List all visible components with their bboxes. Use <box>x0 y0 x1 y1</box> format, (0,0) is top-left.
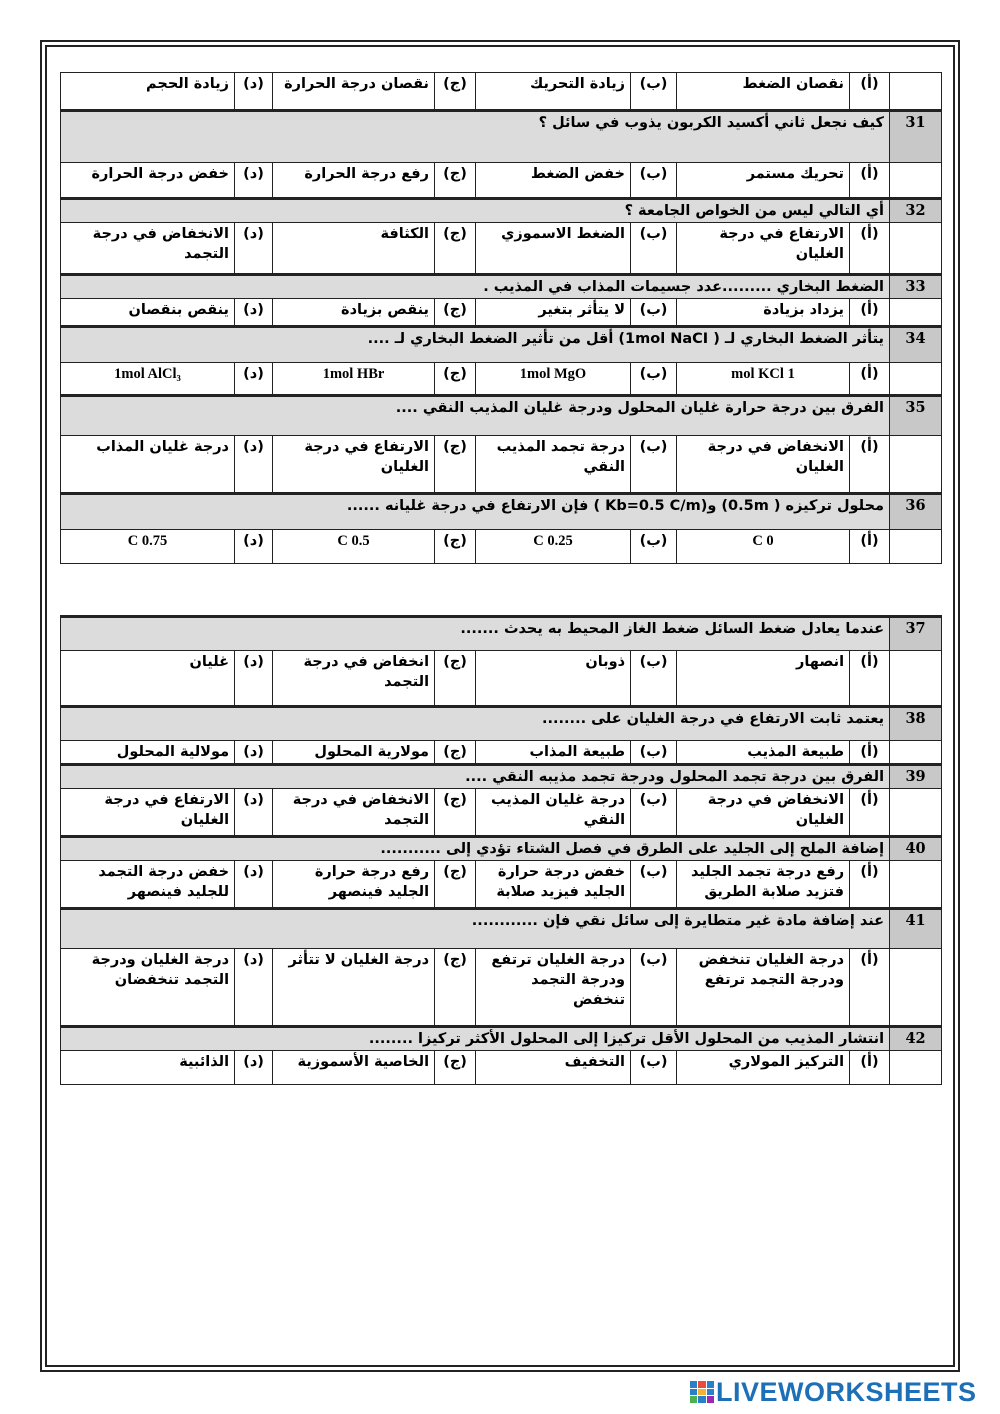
question-32-row <box>61 199 942 223</box>
question-39-options-row <box>61 789 942 837</box>
option-letter-d: (د) <box>235 223 273 275</box>
option-letter-a: (أ) <box>850 223 890 275</box>
question-42-row <box>61 1027 942 1051</box>
option-letter-a: (أ) <box>850 73 890 111</box>
option-a[interactable]: طبيعة المذيب <box>677 741 850 765</box>
option-letter-b: (ب) <box>631 163 677 199</box>
option-letter-a: (أ) <box>850 789 890 837</box>
option-b[interactable]: طبيعة المذاب <box>476 741 631 765</box>
row-blank <box>890 73 942 111</box>
option-letter-b: (ب) <box>631 363 677 396</box>
question-39-row <box>61 765 942 789</box>
questions-table-b <box>60 615 942 1085</box>
row-blank <box>890 530 942 564</box>
question-40-options-row <box>61 861 942 909</box>
row-blank <box>890 949 942 1027</box>
liveworksheets-logo-icon <box>690 1381 714 1403</box>
option-d[interactable]: ينقص بنقصان <box>61 299 235 327</box>
option-d[interactable]: الانخفاض في درجة التجمد <box>61 223 235 275</box>
option-b[interactable]: الضغط الاسموزي <box>476 223 631 275</box>
question-36-options-row <box>61 530 942 564</box>
question-text: يعتمد ثابت الارتفاع في درجة الغليان على ........ <box>61 707 890 741</box>
option-letter-b: (ب) <box>631 741 677 765</box>
option-letter-c: (ج) <box>435 1051 476 1085</box>
option-a[interactable]: انصهار <box>677 651 850 707</box>
option-a[interactable]: الارتفاع في درجة الغليان <box>677 223 850 275</box>
option-letter-c: (ج) <box>435 223 476 275</box>
option-letter-c: (ج) <box>435 299 476 327</box>
option-letter-b: (ب) <box>631 949 677 1027</box>
question-text: إضافة الملح إلى الجليد على الطرق في فصل الشتاء تؤدي إلى ........... <box>61 837 890 861</box>
option-letter-b: (ب) <box>631 223 677 275</box>
option-c[interactable]: الخاصية الأسموزية <box>273 1051 435 1085</box>
option-c[interactable]: 0.5 C <box>273 530 435 564</box>
option-letter-d: (د) <box>235 651 273 707</box>
option-b[interactable]: زيادة التحريك <box>476 73 631 111</box>
row-blank <box>890 299 942 327</box>
question-text: كيف نجعل ثاني أكسيد الكربون يذوب في سائل ؟ <box>61 111 890 163</box>
option-a[interactable]: الانخفاض في درجة الغليان <box>677 789 850 837</box>
question-text: الفرق بين درجة تجمد المحلول ودرجة تجمد مذيبه النقي .... <box>61 765 890 789</box>
option-a[interactable]: التركيز المولاري <box>677 1051 850 1085</box>
question-number: 38 <box>890 707 942 741</box>
question-number: 35 <box>890 396 942 436</box>
option-c[interactable]: الانخفاض في درجة التجمد <box>273 789 435 837</box>
option-a[interactable]: الانخفاض في درجة الغليان <box>677 436 850 494</box>
question-38-row <box>61 707 942 741</box>
option-letter-c: (ج) <box>435 436 476 494</box>
option-letter-b: (ب) <box>631 861 677 909</box>
question-text: عند إضافة مادة غير متطايرة إلى سائل نقي فإن ............ <box>61 909 890 949</box>
option-letter-a: (أ) <box>850 299 890 327</box>
question-number: 32 <box>890 199 942 223</box>
question-37-row <box>61 617 942 651</box>
question-text: الضغط البخاري .........عدد جسيمات المذاب في المذيب . <box>61 275 890 299</box>
option-letter-d: (د) <box>235 1051 273 1085</box>
liveworksheets-logo <box>690 1378 977 1406</box>
option-b[interactable]: 1mol MgO <box>476 363 631 396</box>
question-35-row <box>61 396 942 436</box>
row-blank <box>890 741 942 765</box>
option-d[interactable]: غليان <box>61 651 235 707</box>
option-c[interactable]: انخفاض في درجة التجمد <box>273 651 435 707</box>
option-letter-a: (أ) <box>850 530 890 564</box>
row-blank <box>890 861 942 909</box>
question-40-row <box>61 837 942 861</box>
option-letter-c: (ج) <box>435 741 476 765</box>
option-letter-a: (أ) <box>850 1051 890 1085</box>
option-a[interactable]: تحريك مستمر <box>677 163 850 199</box>
option-a[interactable]: 1 mol KCl <box>677 363 850 396</box>
option-letter-b: (ب) <box>631 73 677 111</box>
question-30-options-row <box>61 73 942 111</box>
option-a[interactable]: درجة الغليان تنخفض ودرجة التجمد ترتفع <box>677 949 850 1027</box>
option-b[interactable]: درجة تجمد المذيب النقي <box>476 436 631 494</box>
question-text: أي التالي ليس من الخواص الجامعة ؟ <box>61 199 890 223</box>
question-number: 37 <box>890 617 942 651</box>
option-c[interactable]: الارتفاع في درجة الغليان <box>273 436 435 494</box>
question-31-row <box>61 111 942 163</box>
option-b[interactable]: خفض الضغط <box>476 163 631 199</box>
option-letter-d: (د) <box>235 163 273 199</box>
option-letter-c: (ج) <box>435 363 476 396</box>
question-number: 39 <box>890 765 942 789</box>
option-d[interactable]: درجة غليان المذاب <box>61 436 235 494</box>
option-b[interactable]: 0.25 C <box>476 530 631 564</box>
option-letter-c: (ج) <box>435 949 476 1027</box>
question-34-row <box>61 327 942 363</box>
option-letter-a: (أ) <box>850 163 890 199</box>
option-c[interactable]: مولارية المحلول <box>273 741 435 765</box>
question-34-options-row <box>61 363 942 396</box>
option-letter-c: (ج) <box>435 73 476 111</box>
option-letter-d: (د) <box>235 73 273 111</box>
row-blank <box>890 223 942 275</box>
option-c[interactable]: رفع درجة حرارة الجليد فينصهر <box>273 861 435 909</box>
option-letter-c: (ج) <box>435 861 476 909</box>
question-38-options-row <box>61 741 942 765</box>
option-d[interactable]: الذائبية <box>61 1051 235 1085</box>
option-letter-b: (ب) <box>631 1051 677 1085</box>
option-letter-a: (أ) <box>850 741 890 765</box>
question-36-row <box>61 494 942 530</box>
option-d[interactable]: مولالية المحلول <box>61 741 235 765</box>
option-letter-c: (ج) <box>435 651 476 707</box>
option-letter-a: (أ) <box>850 861 890 909</box>
option-c[interactable]: درجة الغليان لا تتأثر <box>273 949 435 1027</box>
option-letter-a: (أ) <box>850 949 890 1027</box>
option-d[interactable]: زيادة الحجم <box>61 73 235 111</box>
question-32-options-row <box>61 223 942 275</box>
option-letter-d: (د) <box>235 530 273 564</box>
option-a[interactable]: رفع درجة تجمد الجليد فتزيد صلابة الطريق <box>677 861 850 909</box>
question-33-row <box>61 275 942 299</box>
question-35-options-row <box>61 436 942 494</box>
option-c[interactable]: 1mol HBr <box>273 363 435 396</box>
row-blank <box>890 1051 942 1085</box>
question-number: 41 <box>890 909 942 949</box>
option-c[interactable]: ينقص بزيادة <box>273 299 435 327</box>
row-blank <box>890 163 942 199</box>
option-d[interactable]: 1mol AlCl₃ <box>61 363 235 396</box>
question-text: انتشار المذيب من المحلول الأقل تركيزا إلى المحلول الأكثر تركيزا ........ <box>61 1027 890 1051</box>
option-letter-d: (د) <box>235 363 273 396</box>
option-d[interactable]: 0.75 C <box>61 530 235 564</box>
question-number: 36 <box>890 494 942 530</box>
option-letter-b: (ب) <box>631 651 677 707</box>
question-text: عندما يعادل ضغط السائل ضغط الغاز المحيط به يحدث ....... <box>61 617 890 651</box>
option-letter-b: (ب) <box>631 530 677 564</box>
question-text: محلول تركيزه ( 0.5m) و(Kb=0.5 C/m ) فإن الارتفاع في درجة غليانه ...... <box>61 494 890 530</box>
option-letter-b: (ب) <box>631 789 677 837</box>
question-42-options-row <box>61 1051 942 1085</box>
option-d[interactable]: درجة الغليان ودرجة التجمد تنخفضان <box>61 949 235 1027</box>
option-b[interactable]: ذوبان <box>476 651 631 707</box>
option-d[interactable]: خفض درجة التجمد للجليد فينصهر <box>61 861 235 909</box>
option-letter-d: (د) <box>235 949 273 1027</box>
row-blank <box>890 651 942 707</box>
option-letter-b: (ب) <box>631 299 677 327</box>
question-number: 34 <box>890 327 942 363</box>
option-letter-c: (ج) <box>435 789 476 837</box>
option-b[interactable]: خفض درجة حرارة الجليد فيزيد صلابة <box>476 861 631 909</box>
question-number: 40 <box>890 837 942 861</box>
option-letter-d: (د) <box>235 789 273 837</box>
question-41-options-row <box>61 949 942 1027</box>
question-number: 33 <box>890 275 942 299</box>
question-33-options-row <box>61 299 942 327</box>
option-c[interactable]: رفع درجة الحرارة <box>273 163 435 199</box>
questions-table-a <box>60 72 942 564</box>
question-text: يتأثر الضغط البخاري لـ ( 1mol NaCI) أقل من تأثير الضغط البخاري لـ .... <box>61 327 890 363</box>
option-d[interactable]: خفض درجة الحرارة <box>61 163 235 199</box>
option-letter-d: (د) <box>235 436 273 494</box>
option-a[interactable]: 0 C <box>677 530 850 564</box>
row-blank <box>890 789 942 837</box>
option-c[interactable]: الكثافة <box>273 223 435 275</box>
option-b[interactable]: لا يتأثر بتغير <box>476 299 631 327</box>
option-letter-d: (د) <box>235 741 273 765</box>
option-b[interactable]: التخفيف <box>476 1051 631 1085</box>
option-letter-a: (أ) <box>850 363 890 396</box>
option-letter-d: (د) <box>235 299 273 327</box>
option-letter-c: (ج) <box>435 530 476 564</box>
question-31-options-row <box>61 163 942 199</box>
row-blank <box>890 363 942 396</box>
option-d[interactable]: الارتفاع في درجة الغليان <box>61 789 235 837</box>
row-blank <box>890 436 942 494</box>
option-b[interactable]: درجة الغليان ترتفع ودرجة التجمد تنخفض <box>476 949 631 1027</box>
option-letter-a: (أ) <box>850 436 890 494</box>
question-number: 42 <box>890 1027 942 1051</box>
question-text: الفرق بين درجة حرارة غليان المحلول ودرجة غليان المذيب النقي .... <box>61 396 890 436</box>
question-37-options-row <box>61 651 942 707</box>
option-a[interactable]: يزداد بزيادة <box>677 299 850 327</box>
option-letter-b: (ب) <box>631 436 677 494</box>
option-letter-a: (أ) <box>850 651 890 707</box>
option-letter-d: (د) <box>235 861 273 909</box>
option-a[interactable]: نقصان الضغط <box>677 73 850 111</box>
question-41-row <box>61 909 942 949</box>
question-number: 31 <box>890 111 942 163</box>
brand-name: LIVEWORKSHEETS <box>716 1376 977 1407</box>
option-b[interactable]: درجة غليان المذيب النقي <box>476 789 631 837</box>
option-c[interactable]: نقصان درجة الحرارة <box>273 73 435 111</box>
option-letter-c: (ج) <box>435 163 476 199</box>
